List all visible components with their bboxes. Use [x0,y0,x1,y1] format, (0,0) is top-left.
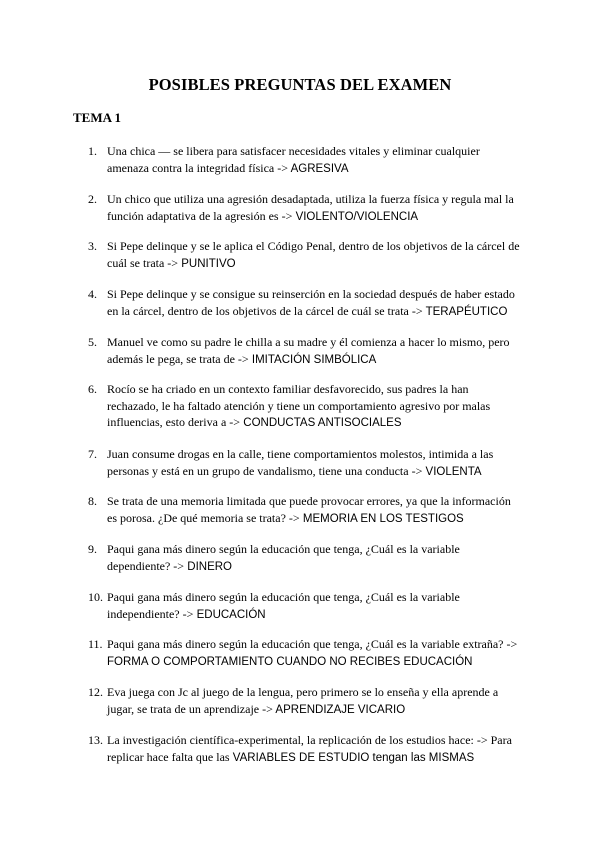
question-answer: FORMA O COMPORTAMIENTO CUANDO NO RECIBES EDUCACIÓN [107,655,473,668]
question-answer: AGRESIVA [288,162,349,175]
question-number: 6. [88,382,97,396]
list-item [88,381,528,432]
question-text: Eva juega con Jc al juego de la lengua, pero primero se lo enseña y ella aprende a jugar, se trata de un aprendizaje -> [107,685,499,716]
question-number: 1. [88,144,97,158]
list-item [88,143,528,177]
list-item [88,589,528,623]
list-item [88,493,528,527]
question-text: Rocío se ha criado en un contexto familiar desfavorecido, sus padres la han rechazado, le ha faltado atención y tiene un comportamiento agresivo por malas influencias, esto deriva a -> [107,382,491,429]
list-item [88,636,528,670]
question-answer: VIOLENTO/VIOLENCIA [292,210,419,223]
question-answer: VARIABLES DE ESTUDIO tengan las MISMAS [229,751,475,764]
question-text: Paqui gana más dinero según la educación que tenga, ¿Cuál es la variable dependiente? -> [107,542,460,573]
question-answer: DINERO [184,560,232,573]
list-item [88,238,528,272]
question-text: Si Pepe delinque y se le aplica el Código Penal, dentro de los objetivos de la cárcel de cuál se trata -> [107,239,520,270]
list-item [88,684,528,718]
page-title: POSIBLES PREGUNTAS DEL EXAMEN [148,75,452,94]
question-number: 7. [88,447,97,461]
question-number: 5. [88,335,97,349]
question-text: Un chico que utiliza una agresión desadaptada, utiliza la fuerza física y regula mal la función adaptativa de la agresión es -> [107,192,514,223]
list-item [88,286,528,320]
list-item [88,541,528,575]
question-answer: PUNITIVO [178,257,236,270]
question-answer: MEMORIA EN LOS TESTIGOS [299,512,464,525]
question-number: 9. [88,542,97,556]
question-number: 13. [88,733,103,747]
question-text: Una chica — se libera para satisfacer necesidades vitales y eliminar cualquier amenaza contra la integridad física -> [107,144,480,175]
list-item [88,191,528,225]
question-answer: TERAPÉUTICO [422,305,508,318]
list-item [88,732,528,766]
question-answer: APRENDIZAJE VICARIO [272,703,406,716]
question-text: Se trata de una memoria limitada que puede provocar errores, ya que la información es porosa. ¿De qué memoria se trata? -> [107,494,511,525]
section-heading: TEMA 1 [73,110,122,125]
question-text: Paqui gana más dinero según la educación que tenga, ¿Cuál es la variable independiente? -> [107,590,460,621]
question-answer: CONDUCTAS ANTISOCIALES [240,417,402,429]
question-number: 12. [88,685,103,699]
question-text: Paqui gana más dinero según la educación que tenga, ¿Cuál es la variable extraña? -> [107,637,518,651]
question-number: 11. [88,637,103,651]
question-answer: VIOLENTA [422,465,482,478]
question-number: 10. [88,590,103,604]
question-answer: EDUCACIÓN [193,608,266,621]
question-text: Si Pepe delinque y se consigue su reinserción en la sociedad después de haber estado en la cárcel, dentro de los objetivos de la cárcel de cuál se trata -> [107,287,515,318]
question-text: Juan consume drogas en la calle, tiene comportamientos molestos, intimida a las personas y está en un grupo de vandalismo, tiene una conducta -> [107,447,494,478]
question-number: 2. [88,192,97,206]
list-item [88,334,528,368]
question-number: 3. [88,239,97,253]
question-answer: IMITACIÓN SIMBÓLICA [248,353,377,366]
question-text: Manuel ve como su padre le chilla a su madre y él comienza a hacer lo mismo, pero además le pega, se trata de -> [107,335,510,366]
question-text: La investigación científica-experimental, la replicación de los estudios hace: -> Para replicar hace falta que las [107,733,512,764]
list-item [88,446,528,480]
question-number: 8. [88,494,97,508]
question-number: 4. [88,287,97,301]
